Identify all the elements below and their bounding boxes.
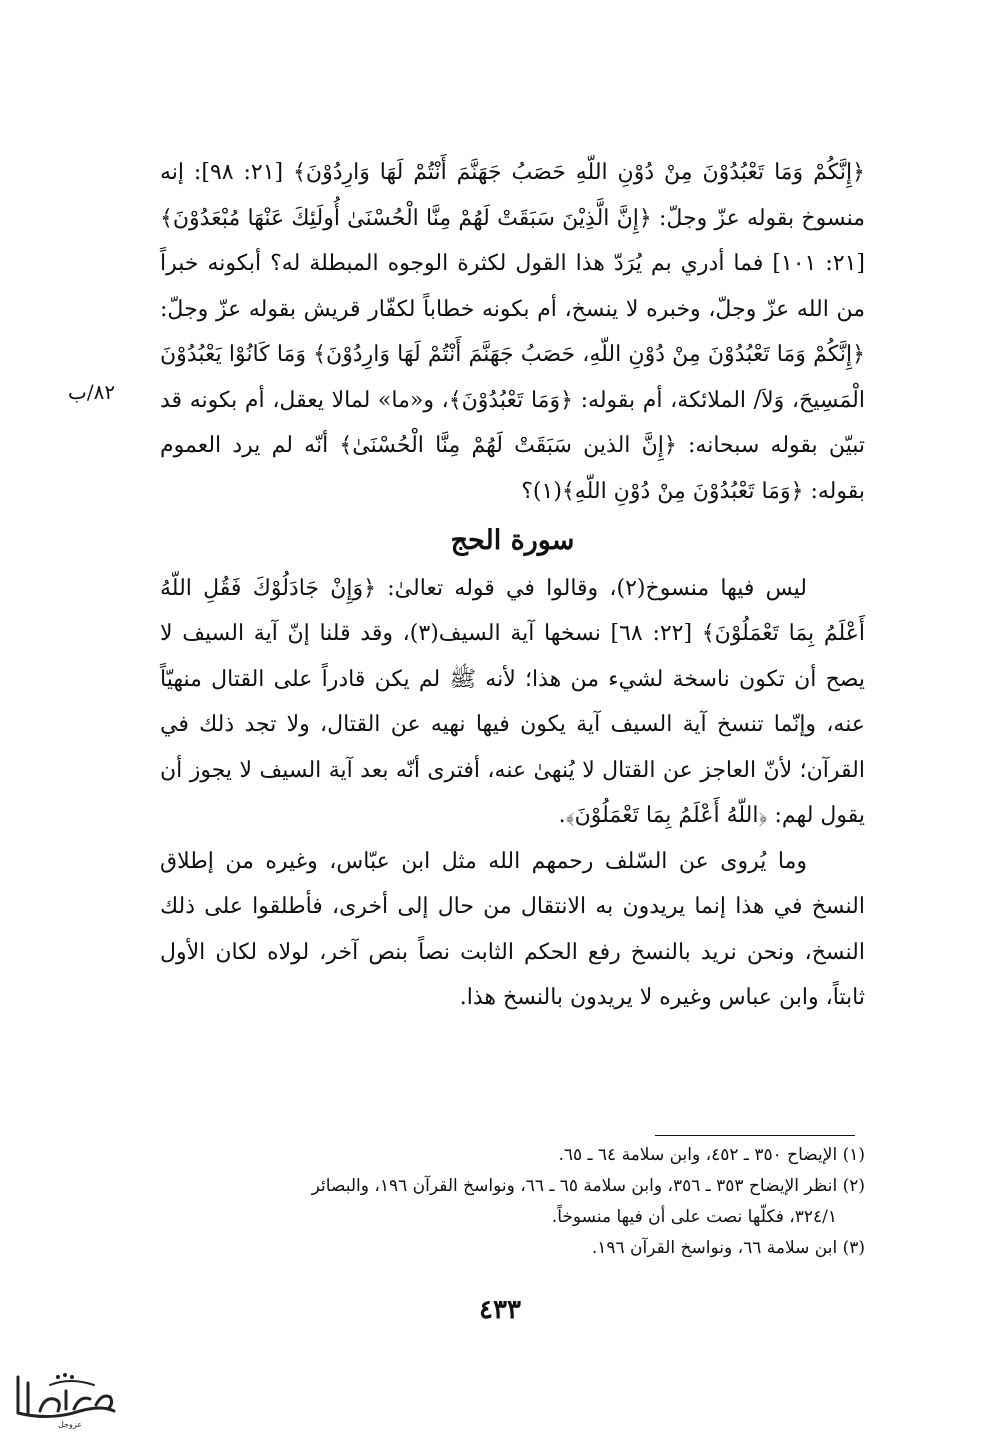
chapter-title: سورة الحج (450, 525, 575, 556)
library-stamp-logo (10, 1355, 125, 1430)
page-number: ٤٣٣ (479, 1295, 521, 1325)
paragraph-2: ليس فيها منسوخ(٢)، وقالوا في قوله تعالىٰ: ﴿وَإِنْ جَادَلُوْكَ فَقُلِ اللّهُ أَعْلَمُ بِمَا تَعْمَلُوْنَ﴾ [٢٢: ٦٨] نسخها آية السيف(٣)، وقد قلنا إنّ آية السيف لا يصح أن تكون ناسخة لشيء من هذا؛ لأنه ﷺ لم يكن قادراً على القتال منهيّاً عنه، وإنّما تنسخ آية السيف آية يكون فيها نهيه عن القتال، ولا تجد ذلك في القرآن؛ لأنّ العاجز عن القتال لا يُنهىٰ عنه، أفترى أنّه بعد آية السيف لا يجوز أن يقول لهم: ﴿اللّهُ أَعْلَمُ بِمَا تَعْمَلُوْنَ﴾. (160, 575, 866, 828)
paragraph-3: وما يُروى عن السّلف رحمهم الله مثل ابن عبّاس، وغيره من إطلاق النسخ في هذا إنما يريدون به الانتقال من حال إلى أخرى، فأطلقوا على ذلك النسخ، ونحن نريد بالنسخ رفع الحكم الثابت نصاً بنص آخر، لولاه لكان الأول ثابتاً، وابن عباس وغيره لا يريدون بالنسخ هذا. (160, 848, 865, 1010)
footnote-1: (١) الإيضاح ٣٥٠ ـ ٤٥٢، وابن سلامة ٦٤ ـ ٦٥. (558, 1145, 865, 1165)
footnote-2: (٢) انظر الإيضاح ٣٥٣ ـ ٣٥٦، وابن سلامة ٦٥ ـ ٦٦، ونواسخ القرآن ١٩٦، والبصائر (311, 1176, 865, 1196)
footnote-2-continuation: ٣٢٤/١، فكلّها نصت على أن فيها منسوخاً. (551, 1207, 837, 1227)
footnotes (155, 1140, 865, 1264)
svg-text:عزوجل: عزوجل (57, 1420, 83, 1429)
main-text (160, 150, 865, 1021)
footnote-separator (655, 1135, 855, 1136)
paragraph-1: ﴿إِنَّكُمْ وَمَا تَعْبُدُوْنَ مِنْ دُوْنِ اللّهِ حَصَبُ جَهَنَّمَ أَنْتُمْ لَهَا وَارِدُوْنَ﴾ [٢١: ٩٨]: إنه منسوخ بقوله عزّ وجلّ: ﴿إِنَّ الَّذِيْنَ سَبَقَتْ لَهُمْ مِنَّا الْحُسْنَىٰ أُولَئِكَ عَنْهَا مُبْعَدُوْنَ﴾ [٢١: ١٠١] فما أدري بم يُرَدّ هذا القول لكثرة الوجوه المبطلة له؟ أبكونه خبراً من الله عزّ وجلّ، وخبره لا ينسخ، أم بكونه خطاباً لكفّار قريش بقوله عزّ وجلّ: ﴿إِنَّكُمْ وَمَا تَعْبُدُوْنَ مِنْ دُوْنِ اللّهِ، حَصَبُ جَهَنَّمَ أَنْتُمْ لَهَا وَارِدُوْنَ﴾ وَمَا كَانُوْا يَعْبُدُوْنَ الْمَسِيحَ، وَلاَ/ الملائكة، أم بقوله: ﴿وَمَا تَعْبُدُوْنَ﴾، و«ما» لمالا يعقل، أم بكونه قد تبيّن بقوله سبحانه: ﴿إِنَّ الذين سَبَقَتْ لَهُمْ مِنَّا الْحُسْنَىٰ﴾ أنّه لم يرد العموم بقوله: ﴿وَمَا تَعْبُدُوْنَ مِنْ دُوْنِ اللّهِ﴾(١)؟ (160, 160, 866, 504)
footnote-3: (٣) ابن سلامة ٦٦، ونواسخ القرآن ١٩٦. (591, 1238, 865, 1258)
folio-marginal-note: ٨٢/ب (68, 380, 116, 404)
